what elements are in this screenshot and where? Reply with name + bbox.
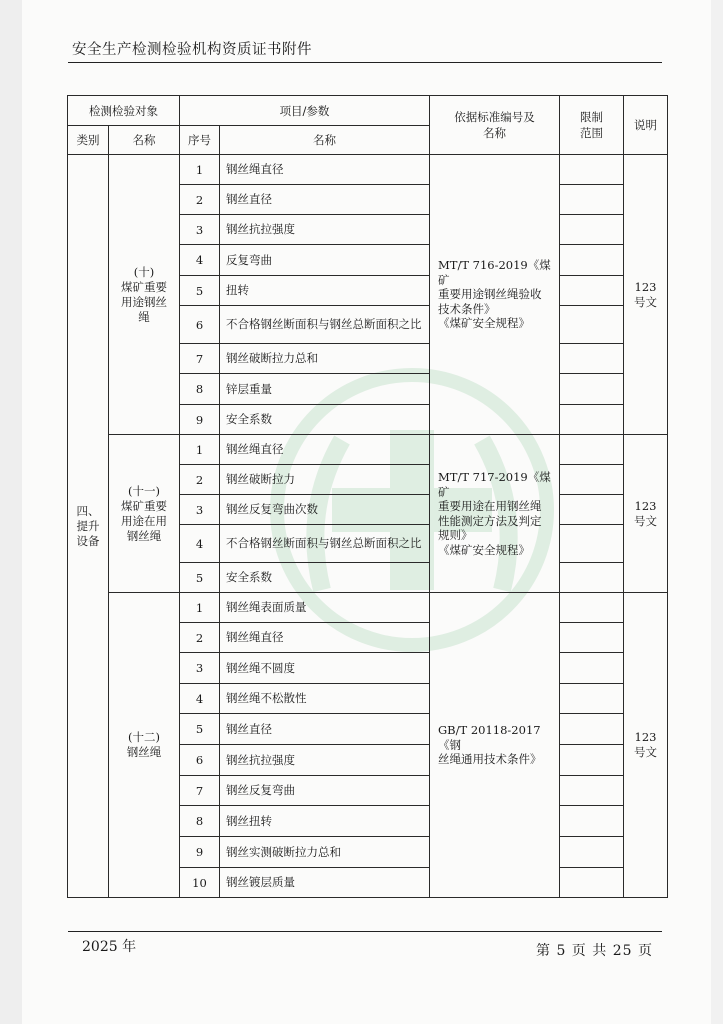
- limit-cell: [560, 495, 624, 525]
- table-row: [68, 155, 668, 185]
- seq-cell: 6: [180, 745, 220, 776]
- param-name-cell: 钢丝绳直径: [220, 623, 430, 653]
- param-name-cell: 钢丝绳不圆度: [220, 653, 430, 684]
- param-name-cell: 钢丝抗拉强度: [220, 215, 430, 245]
- param-name-cell: 钢丝直径: [220, 185, 430, 215]
- header-object: 检测检验对象: [68, 96, 180, 126]
- header-name: 名称: [109, 126, 180, 155]
- param-name-cell: 钢丝扭转: [220, 806, 430, 837]
- limit-cell: [560, 563, 624, 593]
- footer-divider: [68, 931, 662, 932]
- param-name-cell: 钢丝绳直径: [220, 155, 430, 185]
- footer-page-number: 第 5 页 共 25 页: [536, 943, 653, 959]
- seq-cell: 7: [180, 344, 220, 374]
- seq-cell: 4: [180, 684, 220, 714]
- page-header-title: 安全生产检测检验机构资质证书附件: [72, 42, 312, 58]
- param-name-cell: 锌层重量: [220, 374, 430, 405]
- param-name-cell: 钢丝绳不松散性: [220, 684, 430, 714]
- seq-cell: 4: [180, 525, 220, 563]
- header-item-param: 项目/参数: [180, 96, 430, 126]
- seq-cell: 1: [180, 435, 220, 465]
- object-name-cell: (十) 煤矿重要 用途钢丝 绳: [109, 155, 180, 435]
- seq-cell: 5: [180, 563, 220, 593]
- limit-cell: [560, 276, 624, 306]
- limit-cell: [560, 684, 624, 714]
- header-seq: 序号: [180, 126, 220, 155]
- seq-cell: 2: [180, 185, 220, 215]
- limit-cell: [560, 623, 624, 653]
- limit-cell: [560, 868, 624, 898]
- seq-cell: 3: [180, 215, 220, 245]
- limit-cell: [560, 215, 624, 245]
- note-cell: 123 号文: [624, 593, 668, 898]
- limit-cell: [560, 306, 624, 344]
- limit-cell: [560, 745, 624, 776]
- limit-cell: [560, 405, 624, 435]
- param-name-cell: 钢丝实测破断拉力总和: [220, 837, 430, 868]
- category-cell: 四、 提升 设备: [68, 155, 109, 898]
- limit-cell: [560, 465, 624, 495]
- param-name-cell: 钢丝反复弯曲次数: [220, 495, 430, 525]
- param-name-cell: 钢丝直径: [220, 714, 430, 745]
- param-name-cell: 安全系数: [220, 405, 430, 435]
- limit-cell: [560, 245, 624, 276]
- param-name-cell: 反复弯曲: [220, 245, 430, 276]
- limit-cell: [560, 837, 624, 868]
- inspection-items-table: [67, 95, 668, 898]
- param-name-cell: 安全系数: [220, 563, 430, 593]
- param-name-cell: 钢丝绳直径: [220, 435, 430, 465]
- object-name-cell: (十一) 煤矿重要 用途在用 钢丝绳: [109, 435, 180, 593]
- table-row: [68, 593, 668, 623]
- seq-cell: 2: [180, 623, 220, 653]
- header-standard: 依据标准编号及 名称: [430, 96, 560, 155]
- seq-cell: 8: [180, 806, 220, 837]
- seq-cell: 9: [180, 837, 220, 868]
- scan-edge-right: [711, 0, 723, 1024]
- seq-cell: 1: [180, 593, 220, 623]
- header-category: 类别: [68, 126, 109, 155]
- header-divider: [68, 62, 662, 63]
- limit-cell: [560, 435, 624, 465]
- seq-cell: 6: [180, 306, 220, 344]
- scan-edge-left: [0, 0, 22, 1024]
- note-cell: 123 号文: [624, 155, 668, 435]
- standard-cell: MT/T 716-2019《煤矿 重要用途钢丝绳验收 技术条件》 《煤矿安全规程》: [430, 155, 560, 435]
- param-name-cell: 不合格钢丝断面积与钢丝总断面积之比: [220, 525, 430, 563]
- table-row: [68, 435, 668, 465]
- limit-cell: [560, 185, 624, 215]
- seq-cell: 3: [180, 653, 220, 684]
- param-name-cell: 钢丝反复弯曲: [220, 776, 430, 806]
- seq-cell: 4: [180, 245, 220, 276]
- limit-cell: [560, 525, 624, 563]
- seq-cell: 1: [180, 155, 220, 185]
- limit-cell: [560, 593, 624, 623]
- header-limit: 限制 范围: [560, 96, 624, 155]
- param-name-cell: 不合格钢丝断面积与钢丝总断面积之比: [220, 306, 430, 344]
- seq-cell: 8: [180, 374, 220, 405]
- limit-cell: [560, 806, 624, 837]
- seq-cell: 7: [180, 776, 220, 806]
- param-name-cell: 钢丝镀层质量: [220, 868, 430, 898]
- standard-cell: MT/T 717-2019《煤矿 重要用途在用钢丝绳 性能测定方法及判定 规则》 《煤矿安全规程》: [430, 435, 560, 593]
- note-cell: 123 号文: [624, 435, 668, 593]
- seq-cell: 5: [180, 276, 220, 306]
- seq-cell: 2: [180, 465, 220, 495]
- seq-cell: 5: [180, 714, 220, 745]
- param-name-cell: 钢丝破断拉力: [220, 465, 430, 495]
- header-param-name: 名称: [220, 126, 430, 155]
- footer-year: 2025 年: [82, 939, 137, 955]
- limit-cell: [560, 374, 624, 405]
- limit-cell: [560, 653, 624, 684]
- seq-cell: 9: [180, 405, 220, 435]
- seq-cell: 3: [180, 495, 220, 525]
- param-name-cell: 扭转: [220, 276, 430, 306]
- limit-cell: [560, 344, 624, 374]
- standard-cell: GB/T 20118-2017《钢 丝绳通用技术条件》: [430, 593, 560, 898]
- header-note: 说明: [624, 96, 668, 155]
- limit-cell: [560, 714, 624, 745]
- limit-cell: [560, 776, 624, 806]
- limit-cell: [560, 155, 624, 185]
- param-name-cell: 钢丝破断拉力总和: [220, 344, 430, 374]
- param-name-cell: 钢丝抗拉强度: [220, 745, 430, 776]
- seq-cell: 10: [180, 868, 220, 898]
- param-name-cell: 钢丝绳表面质量: [220, 593, 430, 623]
- object-name-cell: (十二) 钢丝绳: [109, 593, 180, 898]
